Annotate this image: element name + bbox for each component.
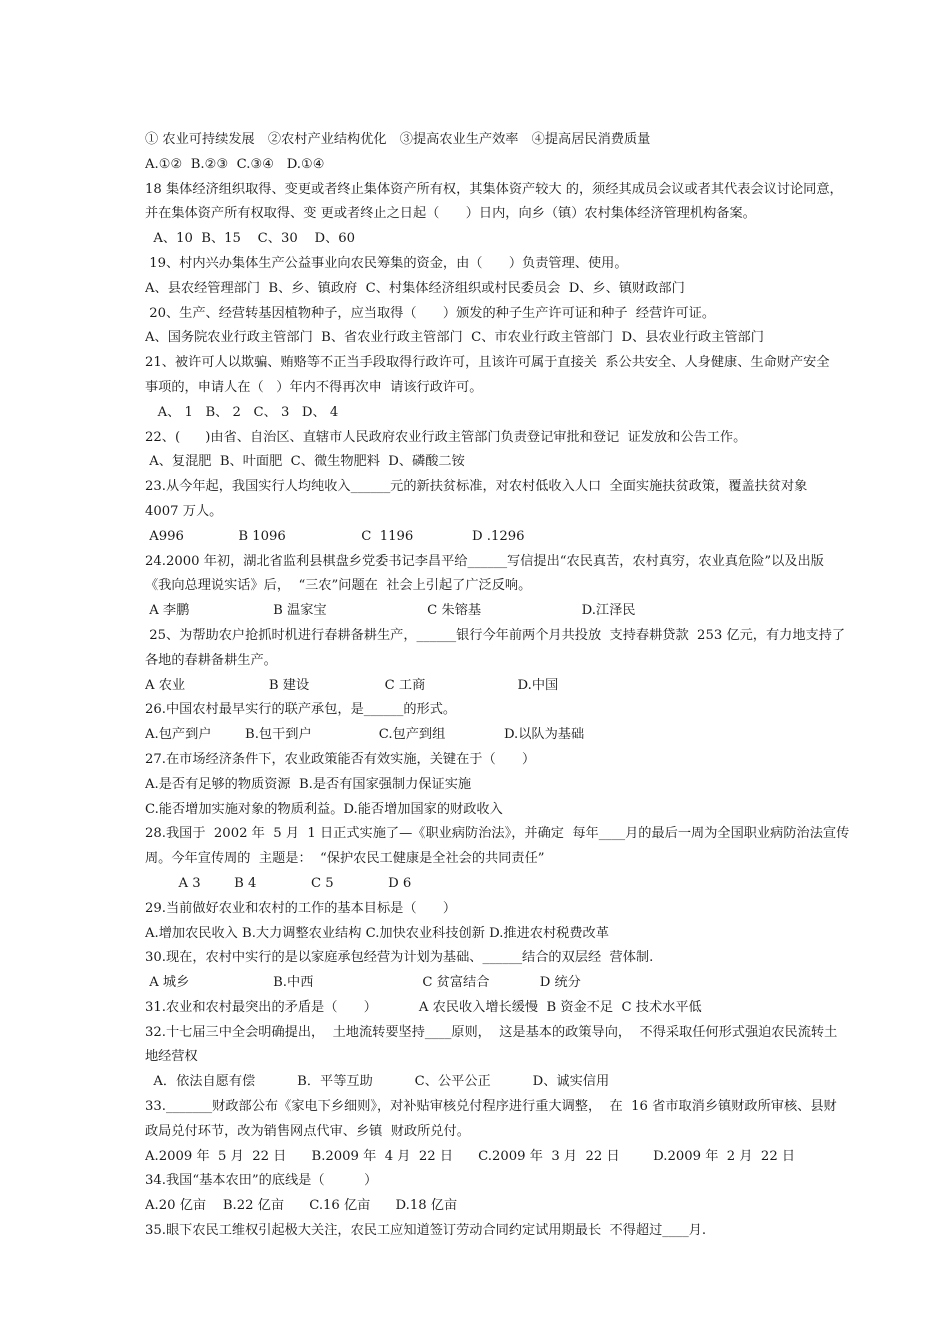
text-line: 并在集体资产所有权取得、变 更或者终止之日起（ ）日内，向乡（镇）农村集体经济管理机构备案。 [145,206,756,222]
text-line: 27.在市场经济条件下，农业政策能否有效实施，关键在于（ ） [145,751,536,767]
text-line: 33._______财政部公布《家电下乡细则》，对补贴审核兑付程序进行重大调整， 在 16 省市取消乡镇财政所审核、县财 [145,1099,837,1115]
text-line: C.能否增加实施对象的物质利益。D.能否增加国家的财政收入 [145,801,503,817]
text-line: 18 集体经济组织取得、变更或者终止集体资产所有权，其集体资产较大 的，须经其成员会议或者其代表会议讨论同意， [145,181,843,197]
text-line: 20、生产、经营转基因植物种子，应当取得（ ）颁发的种子生产许可证和种子 经营许可证。 [145,305,716,321]
text-line: A.2009 年 5 月 22 日 B.2009 年 4 月 22 日 C.2009 年 3 月 22 日 D.2009 年 2 月 22 日 [145,1148,796,1164]
text-line: 《我向总理说实话》后， “三农”问题在 社会上引起了广泛反响。 [145,578,532,594]
text-line: A 城乡 B.中西 C 贫富结合 D 统分 [145,975,581,991]
text-line: A、 1 B、 2 C、 3 D、 4 [145,404,339,420]
text-line: 事项的，申请人在（ ）年内不得再次申 请该行政许可。 [145,379,483,395]
text-line: 25、为帮助农户抢抓时机进行春耕备耕生产，______银行今年前两个月共投放 支持春耕贷款 253 亿元，有力地支持了 [145,627,846,643]
text-line: 22、( )由省、自治区、直辖市人民政府农业行政主管部门负责登记审批和登记 证发放和公告工作。 [145,429,747,445]
text-line: A996 B 1096 C 1196 D .1296 [145,528,525,544]
text-line: A.①② B.②③ C.③④ D.①④ [145,156,325,172]
text-line: A、县农经管理部门 B、乡、镇政府 C、村集体经济组织或村民委员会 D、乡、镇财政部门 [145,280,685,296]
text-line: 19、村内兴办集体生产公益事业向农民筹集的资金，由（ ）负责管理、使用。 [145,255,628,271]
text-line: 4007 万人。 [145,503,223,519]
text-line: A．依法自愿有偿 B．平等互助 C、公平公正 D、诚实信用 [145,1074,610,1090]
text-line: 34.我国“基本农田”的底线是（ ） [145,1173,378,1189]
text-line: 地经营权 [145,1049,198,1065]
text-line: 31.农业和农村最突出的矛盾是（ ） A 农民收入增长缓慢 B 资金不足 C 技术水平低 [145,999,702,1015]
text-line: 29.当前做好农业和农村的工作的基本目标是（ ） [145,900,457,916]
text-line: A 农业 B 建设 C 工商 D.中国 [145,677,559,693]
text-line: 21、被许可人以欺骗、贿赂等不正当手段取得行政许可，且该许可属于直接关 系公共安全、人身健康、生命财产安全 [145,355,830,371]
text-line: A.是否有足够的物质资源 B.是否有国家强制力保证实施 [145,776,472,792]
text-line: A 李鹏 B 温家宝 C 朱镕基 D.江泽民 [145,603,636,619]
text-line: 23.从今年起，我国实行人均纯收入______元的新扶贫标准，对农村低收入人口 全面实施扶贫政策，覆盖扶贫对象 [145,479,808,495]
text-line: A 3 B 4 C 5 D 6 [145,875,412,891]
text-line: ① 农业可持续发展 ②农村产业结构优化 ③提高农业生产效率 ④提高居民消费质量 [145,132,651,147]
text-line: A.20 亿亩 B.22 亿亩 C.16 亿亩 D.18 亿亩 [145,1198,458,1214]
text-line: A、10 B、15 C、30 D、60 [145,231,356,247]
text-line: A、国务院农业行政主管部门 B、省农业行政主管部门 C、市农业行政主管部门 D、县农业行政主管部门 [145,330,764,346]
text-line: 政局兑付环节，改为销售网点代审、乡镇 财政所兑付。 [145,1123,470,1139]
text-line: 各地的春耕备耕生产。 [145,652,277,668]
text-line: 30.现在，农村中实行的是以家庭承包经营为计划为基础、______结合的双层经 营体制. [145,950,654,966]
text-line: 32.十七届三中全会明确提出， 土地流转要坚持____原则， 这是基本的政策导向， 不得采取任何形式强迫农民流转土 [145,1024,838,1040]
text-line: A、复混肥 B、叶面肥 C、微生物肥料 D、磷酸二铵 [145,454,465,470]
text-line: 26.中国农村最早实行的联产承包，是______的形式。 [145,702,457,718]
question-text-block [145,128,905,1244]
text-line: A.增加农民收入 B.大力调整农业结构 C.加快农业科技创新 D.推进农村税费改革 [145,925,609,941]
text-line: 28.我国于 2002 年 5 月 1 日正式实施了—《职业病防治法》，并确定 每年____月的最后一周为全国职业病防治法宣传 [145,826,850,842]
text-line: 24.2000 年初，湖北省监利县棋盘乡党委书记李昌平给______写信提出“农民真苦，农村真穷，农业真危险”以及出版 [145,553,824,569]
text-line: 35.眼下农民工维权引起极大关注，农民工应知道签订劳动合同约定试用期最长 不得超过____月. [145,1223,707,1239]
text-line: 周。今年宣传周的 主题是： “保护农民工健康是全社会的共同责任” [145,851,545,867]
text-line: A.包产到户 B.包干到户 C.包产到组 D.以队为基础 [145,727,585,743]
